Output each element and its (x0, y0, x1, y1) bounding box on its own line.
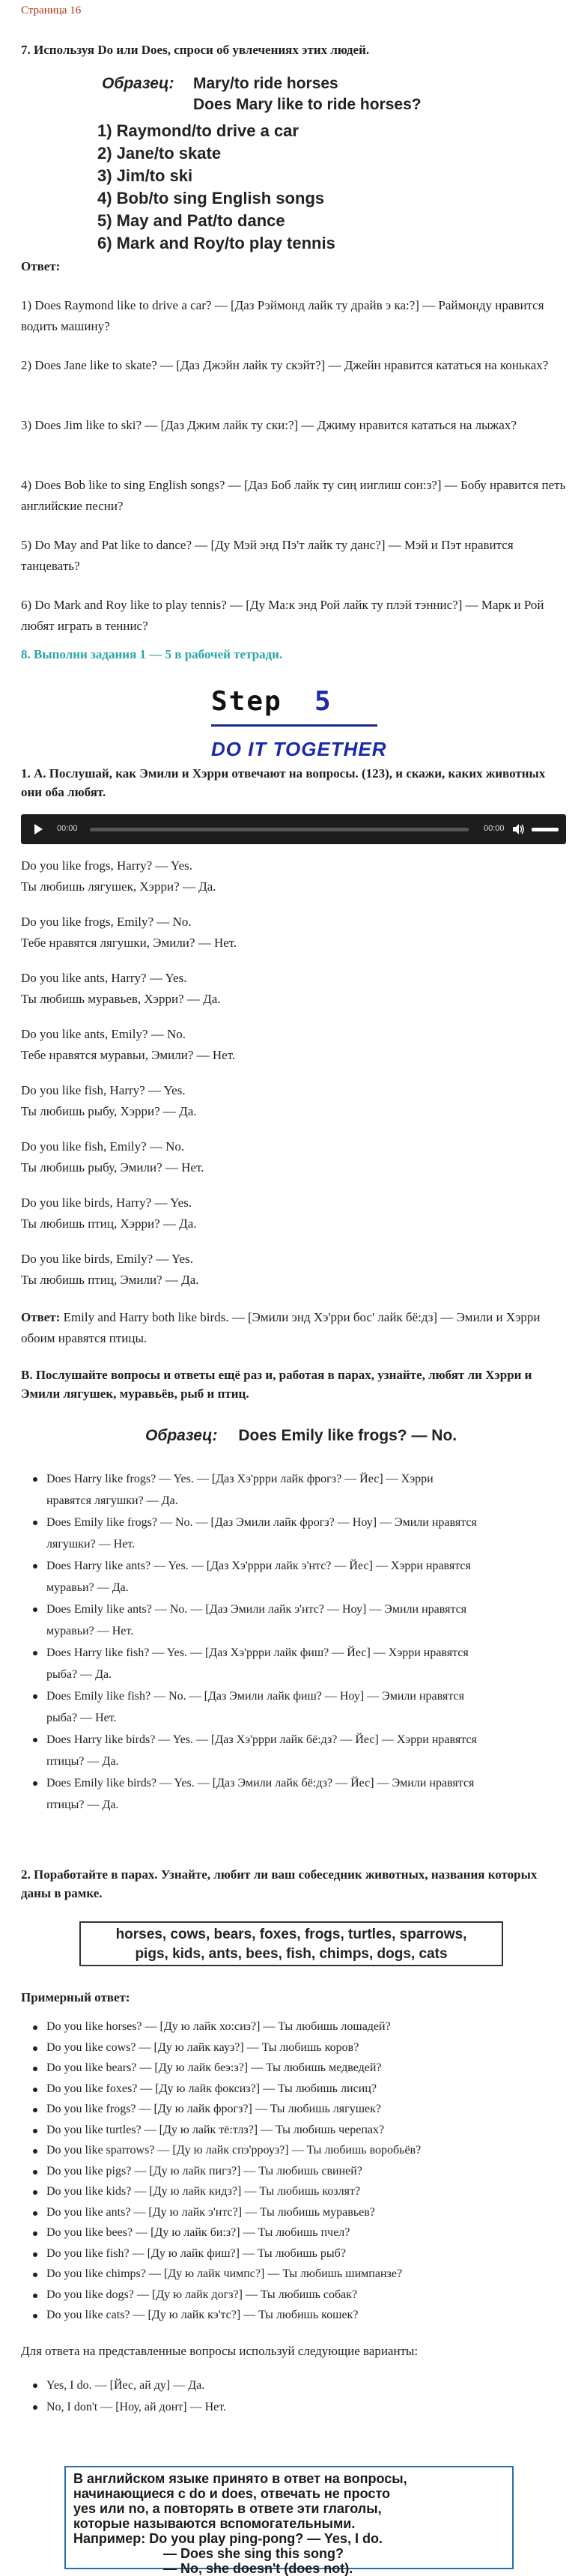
dialog-ru: Ты любишь рыбу, Эмили? — Нет. (21, 1160, 204, 1175)
grammar-note-box (64, 2466, 514, 2576)
task1b-example (145, 1427, 457, 1445)
list-item: 6) Mark and Roy/to play tennis (97, 234, 335, 252)
list-item: Yes, I do. — [Йес, ай ду] — Да. (0, 2375, 569, 2396)
task1a-heading: 1. А. Послушай, как Эмили и Хэрри отвечают на вопросы. (123), и скажи, каких животных они оба любят. (21, 766, 546, 799)
note-line: — No, she doesn't (does not). (163, 2561, 353, 2576)
task1b-heading: B. Послушайте вопросы и ответы ещё раз и, работая в парах, узнайте, любят ли Хэрри и Эмили лягушек, муравьёв, рыб и птиц. (21, 1368, 532, 1401)
answer-text: Emily and Harry both like birds. — [Эмили энд Хэ'рри бос' лайк бё:дз] — Эмили и Хэрри обоим нравятся птицы. (21, 1310, 541, 1345)
volume-icon[interactable] (513, 824, 525, 834)
list-item: 3) Jim/to ski (97, 166, 193, 185)
list-item: Do you like fish? — [Ду ю лайк фиш?] — Ты любишь рыб? (0, 2243, 569, 2264)
dialog-en: Do you like ants, Harry? — Yes. (21, 971, 187, 985)
example-line2: Does Mary like to ride horses? (193, 96, 422, 113)
dialog-en: Do you like birds, Emily? — Yes. (21, 1252, 193, 1266)
task7-answer-5: 5) Do May and Pat like to dance? — [Ду Мэй энд Пэ'т лайк ту данс?] — Мэй и Пэт нравится танцевать? (21, 538, 514, 573)
variants-list (0, 2375, 569, 2418)
page-link[interactable]: Страница 16 (21, 4, 82, 16)
list-item: Does Emily like frogs? — No. — [Даз Эмили лайк фрогз? — Ноу] — Эмили нравятся лягушки? — Нет. (0, 1512, 569, 1555)
dialog-6 (21, 1136, 566, 1178)
dialog-7 (21, 1192, 566, 1234)
task2-sample-label: Примерный ответ: (21, 1990, 130, 2004)
example-line1: Mary/to ride horses (193, 75, 338, 92)
dialog-ru: Ты любишь птиц, Эмили? — Да. (21, 1273, 199, 1287)
dialog-ru: Ты любишь муравьев, Хэрри? — Да. (21, 992, 221, 1006)
dialog-ru: Ты любишь птиц, Хэрри? — Да. (21, 1216, 197, 1231)
note-line: которые называются вспомогательными. (73, 2516, 356, 2531)
dialog-en: Do you like ants, Emily? — No. (21, 1027, 186, 1041)
list-item: Do you like sparrows? — [Ду ю лайк спэ'рроуз?] — Ты любишь воробьёв? (0, 2140, 569, 2161)
task1a-answer (21, 1307, 566, 1349)
note-line: — Does she sing this song? (163, 2546, 344, 2561)
list-item: Does Harry like fish? — Yes. — [Даз Хэ'ррри лайк фиш? — Йес] — Хэрри нравятся рыба? — Да. (0, 1642, 569, 1685)
list-item: Do you like pigs? — [Ду ю лайк пигз?] — Ты любишь свиней? (0, 2161, 569, 2182)
answer-label: Ответ: (21, 1310, 61, 1324)
task2-list (0, 2016, 569, 2326)
task7-answer-2: 2) Does Jane like to skate? — [Даз Джэйн лайк ту скэйт?] — Джейн нравится кататься на коньках? (21, 358, 549, 372)
example-label: Образец: (145, 1427, 218, 1444)
task2-heading: 2. Поработайте в парах. Узнайте, любит ли ваш собеседник животных, названия которых даны в рамке. (21, 1867, 538, 1900)
task7-answer-3: 3) Does Jim like to ski? — [Даз Джим лайк ту ски:?] — Джиму нравится кататься на лыжах? (21, 418, 517, 432)
list-item: Does Harry like birds? — Yes. — [Даз Хэ'ррри лайк бё:дз? — Йес] — Хэрри нравятся птицы? — Да. (0, 1729, 569, 1772)
progress-track[interactable] (90, 828, 469, 831)
dialog-en: Do you like frogs, Harry? — Yes. (21, 858, 193, 873)
dialog-ru: Тебе нравятся лягушки, Эмили? — Нет. (21, 936, 237, 950)
list-item: Do you like dogs? — [Ду ю лайк догз?] — Ты любишь собак? (0, 2285, 569, 2306)
step-number: 5 (314, 686, 331, 717)
word-box-line1: horses, cows, bears, foxes, frogs, turtles, sparrows, (115, 1927, 467, 1942)
dialog-ru: Тебе нравятся муравьи, Эмили? — Нет. (21, 1048, 236, 1062)
dialog-en: Do you like birds, Harry? — Yes. (21, 1195, 192, 1210)
task7-answer-1: 1) Does Raymond like to drive a car? — [Даз Рэймонд лайк ту драйв э ка:?] — Раймонду нравится водить машину? (21, 298, 544, 333)
dialog-en: Do you like frogs, Emily? — No. (21, 915, 192, 929)
dialog-8 (21, 1249, 566, 1291)
list-item: Do you like cows? — [Ду ю лайк кауз?] — Ты любишь коров? (0, 2037, 569, 2058)
task8-heading: 8. Выполни задания 1 — 5 в рабочей тетради. (21, 647, 283, 661)
variants-intro: Для ответа на представленные вопросы используй следующие варианты: (21, 2344, 419, 2358)
list-item: Does Emily like ants? — No. — [Даз Эмили лайк э'нтс? — Ноу] — Эмили нравятся муравьи? — Нет. (0, 1598, 569, 1642)
task7-answer-label: Ответ: (21, 259, 61, 273)
step-subtitle: DO IT TOGETHER (211, 738, 387, 760)
dialog-2 (21, 912, 566, 954)
list-item: Does Emily like birds? — Yes. — [Даз Эмили лайк бё:дз? — Йес] — Эмили нравятся птицы? — Да. (0, 1772, 569, 1816)
list-item: Do you like foxes? — [Ду ю лайк фоксиз?] — Ты любишь лисиц? (0, 2079, 569, 2100)
list-item: Do you like chimps? — [Ду ю лайк чимпс?] — Ты любишь шимпанзе? (0, 2264, 569, 2285)
task7-example (102, 75, 338, 93)
time-start: 00:00 (57, 824, 78, 833)
note-line: В английском языке принято в ответ на вопросы, (73, 2471, 407, 2486)
list-item: Do you like turtles? — [Ду ю лайк тё:тлз?] — Ты любишь черепах? (0, 2120, 569, 2141)
list-item: Do you like ants? — [Ду ю лайк э'нтс?] — Ты любишь муравьев? (0, 2202, 569, 2223)
dialog-1 (21, 855, 566, 897)
list-item: Do you like horses? — [Ду ю лайк хо:сиз?] — Ты любишь лошадей? (0, 2016, 569, 2037)
word-box-line2: pigs, kids, ants, bees, fish, chimps, dogs, cats (135, 1946, 448, 1962)
list-item: 2) Jane/to skate (97, 144, 222, 163)
dialog-en: Do you like fish, Harry? — Yes. (21, 1083, 186, 1097)
task7-items (97, 120, 335, 255)
example-label: Образец: (102, 75, 174, 92)
list-item: 5) May and Pat/to dance (97, 211, 285, 230)
dialog-en: Do you like fish, Emily? — No. (21, 1139, 185, 1154)
note-line: Например: Do you play ping-pong? — Yes, I do. (73, 2531, 383, 2546)
task1b-list (0, 1468, 569, 1816)
list-item: Does Harry like ants? — Yes. — [Даз Хэ'ррри лайк э'нтс? — Йес] — Хэрри нравятся муравьи? — Да. (0, 1555, 569, 1598)
list-item: Does Harry like frogs? — Yes. — [Даз Хэ'ррри лайк фрогз? — Йес] — Хэрри нравятся лягушки? — Да. (0, 1468, 569, 1512)
list-item: Do you like bears? — [Ду ю лайк беэ:з?] — Ты любишь медведей? (0, 2058, 569, 2079)
audio-player[interactable] (21, 814, 566, 844)
example-text: Does Emily like frogs? — No. (238, 1427, 457, 1444)
task7-heading: 7. Используя Do или Does, спроси об увлечениях этих людей. (21, 43, 370, 57)
note-line: yes или no, а повторять в ответе эти глаголы, (73, 2501, 382, 2516)
list-item: 1) Raymond/to drive a car (97, 121, 299, 140)
volume-slider[interactable] (532, 828, 559, 831)
list-item: Do you like kids? — [Ду ю лайк кидз?] — Ты любишь козлят? (0, 2181, 569, 2202)
list-item: 4) Bob/to sing English songs (97, 189, 325, 207)
animal-word-box (79, 1921, 503, 1966)
list-item: Do you like cats? — [Ду ю лайк кэ'тс?] — Ты любишь кошек? (0, 2305, 569, 2326)
dialog-3 (21, 968, 566, 1010)
play-icon[interactable] (34, 824, 43, 834)
note-line: начинающиеся с do и does, отвечать не просто (73, 2486, 391, 2501)
task7-answer-6: 6) Do Mark and Roy like to play tennis? — [Ду Ма:к энд Рой лайк ту плэй тэннис?] — Марк и Рой любят играть в теннис? (21, 598, 544, 633)
list-item: Do you like bees? — [Ду ю лайк би:з?] — Ты любишь пчел? (0, 2222, 569, 2243)
dialog-ru: Ты любишь лягушек, Хэрри? — Да. (21, 879, 216, 894)
dialog-4 (21, 1024, 566, 1066)
dialog-ru: Ты любишь рыбу, Хэрри? — Да. (21, 1104, 197, 1118)
list-item: Does Emily like fish? — No. — [Даз Эмили лайк фиш? — Ноу] — Эмили нравятся рыба? — Нет. (0, 1685, 569, 1729)
time-end: 00:00 (484, 824, 505, 833)
task7-answer-4: 4) Does Bob like to sing English songs? — [Даз Боб лайк ту сиң ииглиш сон:з?] — Бобу нравится петь английские песни? (21, 478, 566, 513)
dialog-5 (21, 1080, 566, 1122)
list-item: No, I don't — [Ноу, ай донт] — Нет. (0, 2396, 569, 2418)
list-item: Do you like frogs? — [Ду ю лайк фрогз?] — Ты любишь лягушек? (0, 2099, 569, 2120)
step-underline (211, 724, 377, 727)
step-word: Step (211, 686, 282, 717)
